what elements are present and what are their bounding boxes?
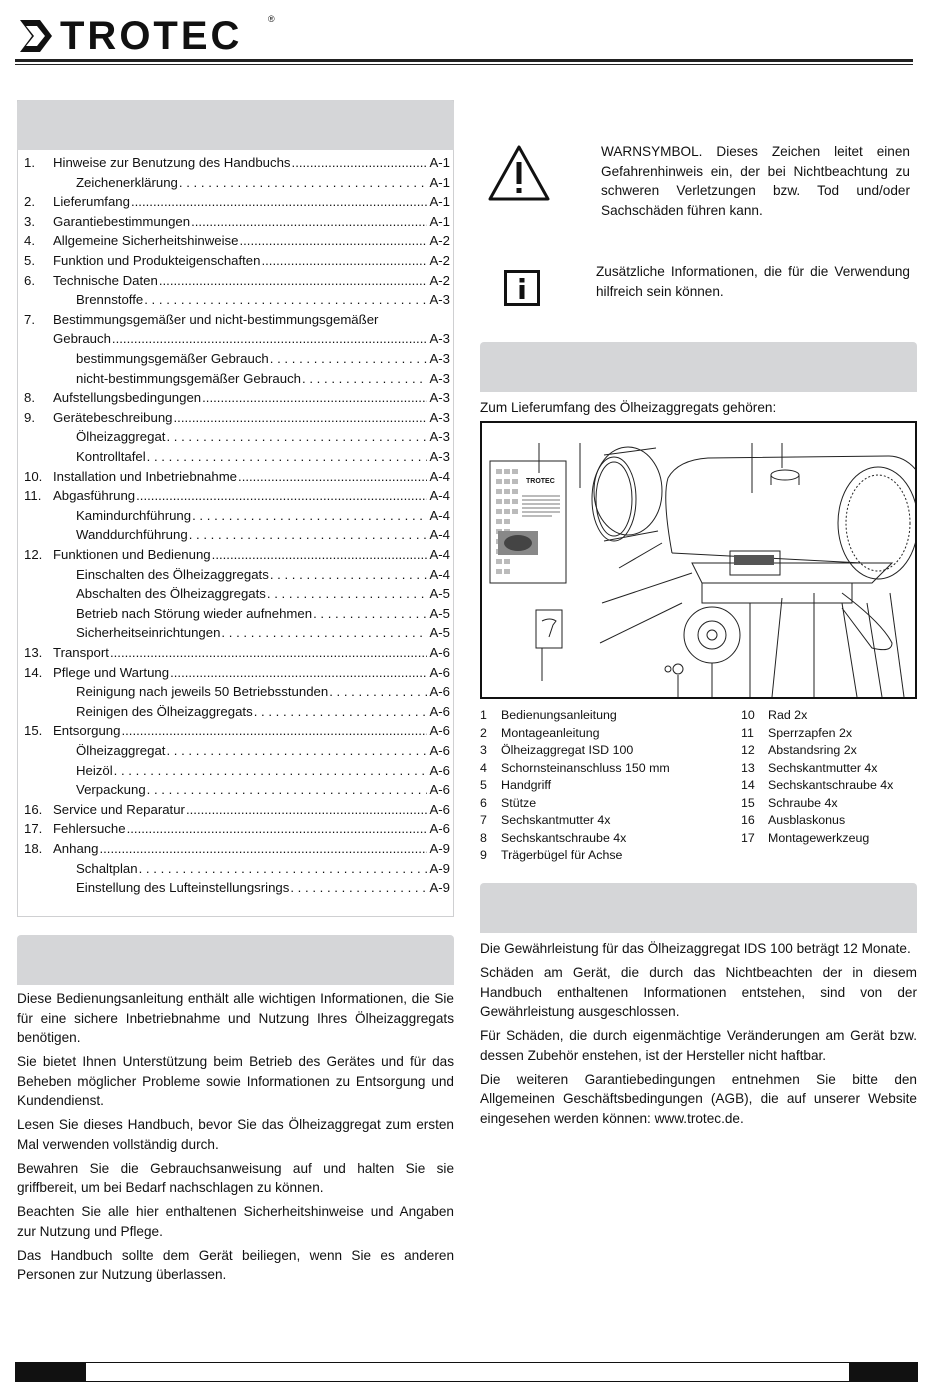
part-number: 6 <box>480 795 487 810</box>
toc-page: A-4 <box>429 488 450 504</box>
toc-page: A-1 <box>429 213 450 229</box>
toc-title: Funktion und Produkteigenschaften <box>53 253 261 268</box>
part-item <box>741 830 869 848</box>
toc-title: Entsorgung <box>53 723 121 739</box>
toc-leader-dots <box>174 408 428 428</box>
toc-title: Abschalten des Ölheizaggregats <box>76 586 266 602</box>
toc-number: 11. <box>24 488 42 504</box>
toc-number: 14. <box>24 664 43 680</box>
toc-title: Funktionen und Bedienung <box>53 547 211 562</box>
toc-entry[interactable] <box>24 878 450 898</box>
toc-title: Anhang <box>53 841 99 856</box>
toc-entry[interactable] <box>24 859 450 879</box>
toc-entry[interactable] <box>24 153 450 173</box>
toc-heading-bar <box>17 100 454 150</box>
scope-intro-text: Zum Lieferumfang des Ölheizaggregats gehören: <box>480 400 777 415</box>
toc-number <box>24 565 53 585</box>
part-label: Handgriff <box>501 778 552 792</box>
toc-entry[interactable] <box>24 800 450 820</box>
heater-drawing <box>482 423 915 697</box>
toc-number: 7. <box>24 311 35 327</box>
toc-leader-dots <box>147 780 427 800</box>
part-item <box>741 742 857 760</box>
part-number: 13 <box>741 760 755 775</box>
toc-leader-dots <box>179 173 427 193</box>
part-number: 7 <box>480 813 487 827</box>
intro-section <box>17 989 454 1289</box>
toc-title: Reinigen des Ölheizaggregats <box>76 703 253 719</box>
intro-paragraph: Bewahren Sie die Gebrauchsanweisung auf und halten Sie sie griffbereit, um bei Bedarf nachschlagen zu können. <box>17 1160 454 1195</box>
toc-title: Fehlersuche <box>53 821 126 837</box>
toc-number <box>24 506 53 526</box>
toc-number: 5. <box>24 253 35 268</box>
toc-title: Aufstellungsbedingungen <box>53 390 202 406</box>
toc-leader-dots <box>186 800 427 820</box>
toc-page: A-2 <box>429 233 450 249</box>
part-item <box>480 777 551 795</box>
part-number: 16 <box>741 813 755 827</box>
toc-page: A-5 <box>429 586 450 602</box>
toc-page: A-3 <box>429 331 450 347</box>
toc-number <box>24 173 53 193</box>
toc-page: A-6 <box>429 664 450 680</box>
toc-entry[interactable] <box>24 663 450 683</box>
toc-number <box>24 427 53 447</box>
part-item <box>480 760 670 778</box>
toc-leader-dots <box>166 427 427 447</box>
manual-brand-label: TROTEC <box>526 478 555 485</box>
toc-leader-dots <box>192 506 427 526</box>
toc-title: Ölheizaggregat <box>76 429 166 445</box>
toc-entry[interactable] <box>24 467 450 487</box>
toc-number <box>24 329 53 349</box>
part-item <box>480 707 617 725</box>
toc-leader-dots <box>212 545 427 565</box>
toc-page: A-4 <box>429 566 450 582</box>
toc-leader-dots <box>144 290 427 310</box>
part-item <box>480 830 626 848</box>
toc-entry[interactable] <box>24 721 450 741</box>
toc-entry[interactable] <box>24 761 450 781</box>
toc-leader-dots <box>239 231 427 251</box>
footer-block-right <box>849 1363 917 1381</box>
part-label: Ölheizaggregat ISD 100 <box>501 743 634 757</box>
toc-entry[interactable] <box>24 388 450 408</box>
toc-leader-dots <box>329 682 427 702</box>
warranty-paragraph: Die Gewährleistung für das Ölheizaggregat IDS 100 beträgt 12 Monate. <box>480 941 911 956</box>
toc-number: 2. <box>24 194 35 210</box>
toc-page: A-4 <box>429 547 450 562</box>
part-label: Sechskantschraube 4x <box>768 778 894 792</box>
part-number: 10 <box>741 708 755 722</box>
toc-page: A-6 <box>429 723 450 739</box>
toc-entry[interactable] <box>24 408 450 428</box>
toc-number <box>24 780 53 800</box>
warranty-heading-bar <box>480 883 917 933</box>
toc-number <box>24 702 53 722</box>
scope-heading-bar <box>480 342 917 392</box>
part-label: Schornsteinanschluss 150 mm <box>501 760 670 775</box>
trotec-chevron-icon <box>18 18 54 54</box>
toc-leader-dots <box>267 584 427 604</box>
toc-number: 8. <box>24 390 35 406</box>
part-item <box>741 777 893 795</box>
part-number: 15 <box>741 795 755 810</box>
toc-entry[interactable] <box>24 741 450 761</box>
intro-paragraph: Beachten Sie alle hier enthaltenen Sicherheitshinweise und Angaben zur Nutzung und Pflege. <box>17 1204 454 1239</box>
footer-bar <box>15 1362 918 1382</box>
toc-title: bestimmungsgemäßer Gebrauch <box>76 351 269 366</box>
warranty-paragraph: Schäden am Gerät, die durch das Nichtbeachten der in diesem Handbuch enthaltenen Informationen entstehen, sind von der Gewährleistung ausgeschlossen. <box>480 965 917 1019</box>
toc-leader-dots <box>139 859 427 879</box>
toc-page: A-6 <box>429 743 450 758</box>
toc-number <box>24 623 53 643</box>
toc-page: A-2 <box>429 272 450 288</box>
toc-title: Allgemeine Sicherheitshinweise <box>53 233 239 249</box>
toc-entry[interactable] <box>24 565 450 585</box>
toc-number: 1. <box>24 155 35 170</box>
toc-entry[interactable] <box>24 584 450 604</box>
toc-entry[interactable] <box>24 682 450 702</box>
header-rule-thin <box>15 64 913 65</box>
toc-leader-dots <box>270 565 427 585</box>
part-item <box>741 760 878 778</box>
toc-leader-dots <box>166 741 427 761</box>
toc-page: A-5 <box>429 625 450 641</box>
toc-page: A-6 <box>429 703 450 719</box>
intro-paragraph: Diese Bedienungsanleitung enthält alle wichtigen Informationen, die Sie für eine sichere Inbetriebnahme und Nutzung Ihres Ölheizaggregats benötigen. <box>17 991 454 1045</box>
part-item <box>741 812 845 830</box>
toc-number <box>24 741 53 761</box>
toc-entry[interactable] <box>24 819 450 839</box>
toc-page: A-1 <box>429 194 450 210</box>
toc-number <box>24 859 53 879</box>
toc-leader-dots <box>313 604 427 624</box>
toc-entry[interactable] <box>24 173 450 193</box>
toc-entry[interactable] <box>24 329 450 349</box>
toc-title: Gebrauch <box>53 331 111 347</box>
toc-number <box>24 584 53 604</box>
toc-title: Hinweise zur Benutzung des Handbuchs <box>53 155 291 170</box>
toc-entry[interactable] <box>24 271 450 291</box>
toc-title: Schaltplan <box>76 860 138 876</box>
toc-number <box>24 878 53 898</box>
toc-number: 18. <box>24 841 43 856</box>
toc-title: Lieferumfang <box>53 194 130 210</box>
intro-paragraph: Lesen Sie dieses Handbuch, bevor Sie das Ölheizaggregat zum ersten Mal verwenden vollständig durch. <box>17 1117 454 1152</box>
toc-page: A-6 <box>429 762 450 778</box>
toc-entry[interactable] <box>24 447 450 467</box>
toc-title: Technische Daten <box>53 272 158 288</box>
part-item <box>480 812 611 830</box>
toc-leader-dots <box>202 388 427 408</box>
toc-leader-dots <box>238 467 427 487</box>
toc-title: Heizöl <box>76 762 113 778</box>
toc-leader-dots <box>221 623 427 643</box>
toc-leader-dots <box>290 878 427 898</box>
toc-number <box>24 604 53 624</box>
part-label: Sechskantmutter 4x <box>768 760 878 775</box>
toc-leader-dots <box>292 153 427 173</box>
toc-page: A-6 <box>429 645 450 660</box>
part-number: 2 <box>480 725 487 740</box>
toc-title: Zeichenerklärung <box>76 174 178 190</box>
part-label: Schraube 4x <box>768 795 838 810</box>
toc-leader-dots <box>131 192 427 212</box>
part-number: 11 <box>741 725 754 740</box>
brand-name: TROTEC <box>60 14 243 58</box>
toc-entry[interactable] <box>24 251 450 271</box>
toc-entry[interactable] <box>24 702 450 722</box>
part-label: Montageanleitung <box>501 725 600 740</box>
toc-leader-dots <box>191 212 427 232</box>
info-icon <box>504 270 540 306</box>
part-label: Bedienungsanleitung <box>501 708 617 722</box>
intro-paragraph: Das Handbuch sollte dem Gerät beiliegen, wenn Sie es anderen Personen zur Nutzung überlassen. <box>17 1247 454 1282</box>
toc-number: 16. <box>24 801 43 817</box>
part-label: Abstandsring 2x <box>768 743 857 757</box>
warranty-paragraph: Für Schäden, die durch eigenmächtige Veränderungen am Gerät bzw. dessen Zubehör enstehen, ist der Hersteller nicht haftbar. <box>480 1028 917 1063</box>
toc-title: Kontrolltafel <box>76 449 146 464</box>
toc-entry[interactable] <box>24 231 450 251</box>
toc-title: Service und Reparatur <box>53 801 185 817</box>
toc-number <box>24 369 53 389</box>
toc-page: A-9 <box>429 880 450 896</box>
toc-number: 9. <box>24 409 35 425</box>
toc-number <box>24 290 53 310</box>
toc-page: A-2 <box>429 253 450 268</box>
part-item <box>480 725 600 743</box>
toc-leader-dots <box>159 271 427 291</box>
part-number: 17 <box>741 830 755 845</box>
toc-leader-dots <box>121 721 427 741</box>
toc-title: Brennstoffe <box>76 292 144 308</box>
part-label: Sechskantschraube 4x <box>501 830 627 845</box>
part-label: Stütze <box>501 795 537 810</box>
part-number: 5 <box>480 778 487 792</box>
toc-number: 3. <box>24 213 35 229</box>
part-item <box>741 795 838 813</box>
part-label: Sperrzapfen 2x <box>768 725 853 740</box>
toc-title: Kamindurchführung <box>76 507 192 523</box>
toc-entry[interactable] <box>24 369 450 389</box>
toc-entry[interactable] <box>24 290 450 310</box>
toc-title: Sicherheitseinrichtungen <box>76 625 221 641</box>
toc-title: Betrieb nach Störung wieder aufnehmen <box>76 605 313 621</box>
toc-number: 13. <box>24 645 43 660</box>
part-item <box>480 795 536 813</box>
toc-number <box>24 525 53 545</box>
toc-entry[interactable] <box>24 604 450 624</box>
warranty-paragraph: Die weiteren Garantiebedingungen entnehmen Sie bitte den Allgemeinen Geschäftsbedingungen (AGB), die auf unserer Website eingesehen werden können: www.trotec.de. <box>480 1071 917 1126</box>
warning-symbol-text: WARNSYMBOL. Dieses Zeichen leitet einen Gefahrenhinweis ein, der bei Nichtbeachtung zu schweren Verletzungen bzw. Tod und/oder Sachschäden führen kann. <box>601 144 910 218</box>
intro-paragraph: Sie bietet Ihnen Unterstützung beim Betrieb des Gerätes und für das Beheben möglicher Probleme sowie Informationen zu Entsorgung und Kundendienst. <box>17 1054 454 1108</box>
toc-number <box>24 682 53 702</box>
part-number: 1 <box>480 708 487 722</box>
toc-entry[interactable] <box>24 623 450 643</box>
part-number: 12 <box>741 743 755 757</box>
intro-heading-bar <box>17 935 454 985</box>
toc-page: A-3 <box>429 409 450 425</box>
trotec-logo <box>18 12 278 56</box>
info-symbol-text: Zusätzliche Informationen, die für die Verwendung hilfreich sein können. <box>596 264 910 299</box>
toc-number: 15. <box>24 723 43 739</box>
toc-page: A-9 <box>429 841 450 856</box>
toc-entry[interactable] <box>24 427 450 447</box>
footer-block-left <box>16 1363 86 1381</box>
toc-page: A-1 <box>429 155 450 170</box>
toc-leader-dots <box>254 702 427 722</box>
part-label: Ausblaskonus <box>768 813 846 827</box>
toc-number: 12. <box>24 547 43 562</box>
toc-title: Abgasführung <box>53 488 136 504</box>
toc-title: Pflege und Wartung <box>53 664 170 680</box>
toc-leader-dots <box>189 525 427 545</box>
toc-number: 6. <box>24 272 35 288</box>
toc-leader-dots <box>110 643 427 663</box>
toc-page: A-6 <box>429 801 450 817</box>
part-label: Trägerbügel für Achse <box>501 848 623 862</box>
part-number: 4 <box>480 760 487 775</box>
part-number: 8 <box>480 830 487 845</box>
toc-title: Bestimmungsgemäßer und nicht-bestimmungsgemäßer <box>53 311 379 327</box>
toc-number: 4. <box>24 233 35 249</box>
toc-leader-dots <box>112 329 427 349</box>
toc-page: A-9 <box>429 860 450 876</box>
part-label: Montagewerkzeug <box>768 830 870 845</box>
toc-title: nicht-bestimmungsgemäßer Gebrauch <box>76 370 302 386</box>
part-number: 9 <box>480 848 487 862</box>
toc-entry[interactable] <box>24 506 450 526</box>
header-rule <box>15 59 913 62</box>
toc-page: A-4 <box>429 507 450 523</box>
part-item <box>480 847 622 865</box>
toc-entry[interactable] <box>24 486 450 506</box>
part-label: Sechskantmutter 4x <box>501 813 611 827</box>
toc-entry[interactable] <box>24 643 450 663</box>
toc-entry[interactable] <box>24 780 450 800</box>
toc-leader-dots <box>147 447 427 467</box>
toc-title: Transport <box>53 645 109 660</box>
toc-leader-dots <box>261 251 427 271</box>
part-number: 3 <box>480 743 487 757</box>
toc-entry[interactable] <box>24 525 450 545</box>
toc-page: A-6 <box>429 782 450 798</box>
toc-entry[interactable] <box>24 545 450 565</box>
toc-leader-dots <box>302 369 427 389</box>
toc-page: A-6 <box>429 684 450 700</box>
part-item <box>741 707 807 725</box>
scope-of-delivery-figure <box>480 421 917 699</box>
part-item <box>480 742 633 760</box>
registered-mark: ® <box>268 14 275 24</box>
toc-title: Verpackung <box>76 782 146 798</box>
toc-entry[interactable] <box>24 349 450 369</box>
toc-title: Gerätebeschreibung <box>53 409 173 425</box>
toc-leader-dots <box>136 486 427 506</box>
toc-number: 10. <box>24 468 43 484</box>
toc-entry[interactable] <box>24 212 450 232</box>
toc-title: Reinigung nach jeweils 50 Betriebsstunden <box>76 684 329 700</box>
toc-page: A-3 <box>429 370 450 386</box>
toc-title: Ölheizaggregat <box>76 743 166 758</box>
toc-page: A-3 <box>429 449 450 464</box>
toc-page: A-4 <box>429 468 450 484</box>
toc-page: A-6 <box>429 821 450 837</box>
toc-page: A-5 <box>429 605 450 621</box>
toc-leader-dots <box>127 819 427 839</box>
toc-leader-dots <box>270 349 427 369</box>
toc-title: Einschalten des Ölheizaggregats <box>76 566 269 582</box>
warning-triangle-icon <box>487 144 551 202</box>
toc-number <box>24 761 53 781</box>
toc-number <box>24 349 53 369</box>
warranty-section <box>480 939 917 1133</box>
toc-title: Wanddurchführung <box>76 527 188 543</box>
toc-page: A-3 <box>429 351 450 366</box>
toc-page: A-1 <box>429 174 450 190</box>
toc-leader-dots <box>114 761 427 781</box>
toc-title: Einstellung des Lufteinstellungsrings <box>76 880 290 896</box>
toc-page: A-3 <box>429 390 450 406</box>
toc-title: Installation und Inbetriebnahme <box>53 468 238 484</box>
toc-page: A-3 <box>429 292 450 308</box>
toc-number <box>24 447 53 467</box>
toc-leader-dots <box>170 663 427 683</box>
part-item <box>741 725 852 743</box>
part-label: Rad 2x <box>768 708 808 722</box>
toc-number: 17. <box>24 821 43 837</box>
toc-entry[interactable] <box>24 192 450 212</box>
toc-page: A-3 <box>429 429 450 445</box>
toc-page: A-4 <box>429 527 450 543</box>
toc-title: Garantiebestimmungen <box>53 213 191 229</box>
toc-entry[interactable] <box>24 839 450 859</box>
toc-entry[interactable] <box>24 310 450 330</box>
toc-leader-dots <box>99 839 427 859</box>
part-number: 14 <box>741 778 755 792</box>
